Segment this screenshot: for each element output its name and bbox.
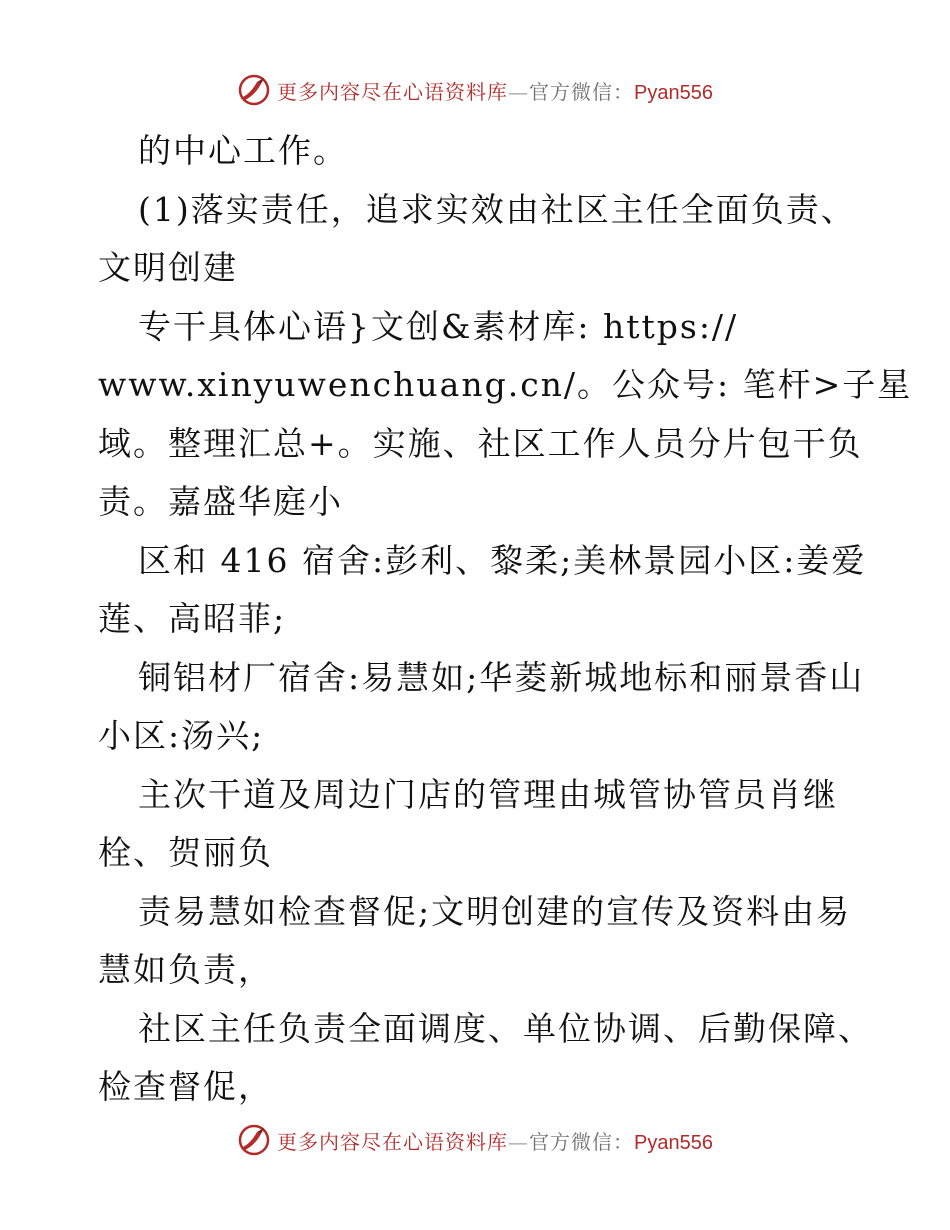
footer-watermark-banner <box>0 1120 950 1160</box>
header-banner-wechat-id: Pyan556 <box>634 81 713 104</box>
body-line: 的中心工作。 <box>138 131 348 170</box>
header-banner-dash: — <box>508 79 530 104</box>
header-watermark-banner <box>0 70 950 110</box>
footer-banner-dash: — <box>508 1129 530 1154</box>
document-body <box>98 122 913 1117</box>
body-line: 小区:汤兴; <box>98 716 265 755</box>
footer-banner-slogan: 更多内容尽在心语资料库 <box>277 1129 509 1154</box>
footer-watermark-text <box>277 1126 713 1155</box>
body-line: 栓、贺丽负 <box>98 833 273 872</box>
body-line: 域。整理汇总+。实施、社区工作人员分片包干负 <box>98 423 863 463</box>
body-line: 铜铝材厂宿舍:易慧如;华菱新城地标和丽景香山 <box>138 657 865 697</box>
body-line: 社区主任负责全面调度、单位协调、后勤保障、 <box>138 1008 873 1048</box>
pen-logo-icon <box>237 73 271 107</box>
header-watermark-text <box>277 76 713 105</box>
body-line: 主次干道及周边门店的管理由城管协管员肖继 <box>138 774 838 814</box>
pen-logo-icon <box>237 1123 271 1157</box>
footer-banner-wechat-label: 官方微信： <box>529 1129 635 1154</box>
body-line: 莲、高昭菲; <box>98 599 287 638</box>
header-banner-wechat-label: 官方微信： <box>529 79 635 104</box>
body-line: 检查督促， <box>98 1067 273 1106</box>
body-line: 专干具体心语}文创&素材库: https:// <box>138 306 739 346</box>
footer-banner-wechat-id: Pyan556 <box>634 1131 713 1154</box>
header-banner-slogan: 更多内容尽在心语资料库 <box>277 79 509 104</box>
body-line: 慧如负责， <box>98 950 273 989</box>
body-line: 责易慧如检查督促;文明创建的宣传及资料由易 <box>138 891 852 931</box>
body-line: 责。嘉盛华庭小 <box>98 482 343 521</box>
body-line: 区和 416 宿舍:彭利、黎柔;美林景园小区:姜爱 <box>138 540 867 580</box>
body-line: www.xinyuwenchuang.cn/。公众号: 笔杆>子星 <box>98 365 913 404</box>
body-line: (1)落实责任，追求实效由社区主任全面负责、 <box>138 189 856 229</box>
body-line: 文明创建 <box>98 248 238 287</box>
